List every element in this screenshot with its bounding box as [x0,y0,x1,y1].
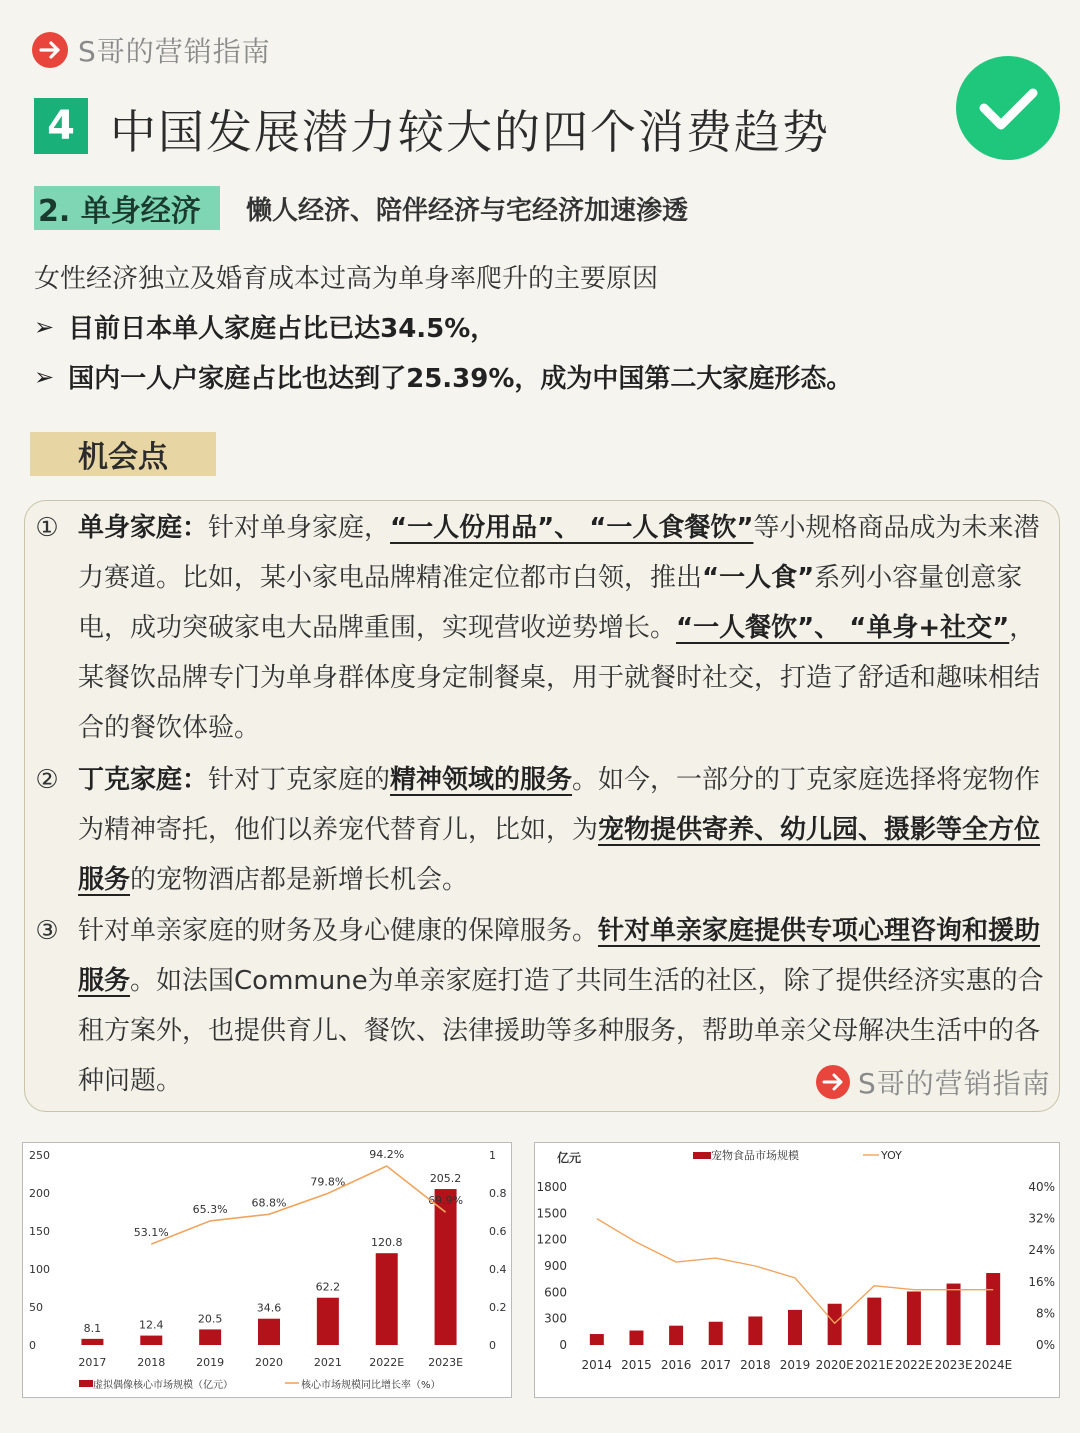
bar [81,1339,103,1345]
body-text: 针对单亲家庭的财务及身心健康的保障服务。 [78,916,599,946]
bar [317,1298,339,1345]
section-label: 2. 单身经济 [34,186,220,230]
legend-label: 虚拟偶像核心市场规模（亿元） [93,1380,233,1391]
bar [748,1316,762,1345]
body-text: 的宠物酒店都是新增长机会。 [130,865,469,895]
x-tick-label: 2022E [894,1358,933,1372]
x-tick-label: 2019 [196,1356,225,1369]
bar-value-label: 12.4 [139,1318,164,1332]
opportunity-label: 机会点 [30,432,216,476]
highlight-text: “一人食” [702,563,815,593]
y-right-tick-label: 0.4 [489,1263,507,1276]
y-right-tick-label: 16% [1028,1274,1055,1289]
line-value-label: 79.8% [310,1175,346,1189]
bar-value-label: 205.2 [429,1172,462,1186]
y-right-tick-label: 0 [489,1339,496,1352]
y-tick-label: 1500 [536,1206,567,1221]
x-tick-label: 2016 [660,1358,692,1372]
bar-value-label: 120.8 [370,1236,403,1250]
item-text [78,755,1056,905]
body-text: 针对丁克家庭的 [208,765,391,795]
bar-value-label: 8.1 [83,1321,102,1335]
opportunity-item-1 [30,503,1056,753]
highlight-text: 丁克家庭： [78,765,209,795]
bar [907,1291,921,1345]
brand-name: S哥的营销指南 [858,1067,1051,1100]
bar-value-label: 34.6 [256,1301,282,1315]
arrow-right-icon [32,32,68,68]
legend-label: 宠物食品市场规模 [711,1149,799,1162]
page-title: 中国发展潜力较大的四个消费趋势 [110,105,830,159]
y-right-tick-label: 1 [489,1149,496,1162]
x-tick-label: 2014 [581,1358,613,1372]
legend-label: 核心市场规模同比增长率（%） [301,1380,441,1391]
legend-bar-swatch [693,1152,711,1159]
item-index: ③ [35,916,59,946]
x-tick-label: 2018 [740,1358,771,1372]
line-value-label: 68.8% [251,1196,287,1210]
highlight-text: 单身家庭： [78,513,209,543]
bar [376,1253,398,1345]
checkmark-icon [956,56,1060,160]
chart-2-svg [535,1143,1059,1397]
x-tick-label: 2022E [369,1356,405,1369]
bar [947,1284,961,1345]
x-tick-label: 2019 [779,1358,811,1372]
intro-text: 女性经济独立及婚育成本过高为单身率爬升的主要原因 [34,264,659,294]
arrow-right-icon [816,1065,850,1099]
bar [867,1298,881,1345]
body-text: 等小规格商品成为未来潜力赛道。比如，某小家电品牌精准定位都市白领，推出 [78,513,1040,593]
item-index: ① [35,513,59,543]
bar [590,1334,604,1345]
body-text: 。如法国Commune为单亲家庭打造了共同生活的社区，除了提供经济实惠的合租方案外，也提供育儿、餐饮、法律援助等多种服务，帮助单亲父母解决生活中的各种问题。 [78,966,1044,1096]
bullet-item [34,358,852,395]
opportunity-item-2 [30,755,1056,905]
y-tick-label: 900 [544,1259,567,1273]
body-text: ，某餐饮品牌专门为单身群体度身定制餐桌，用于就餐时社交，打造了舒适和趣味相结合的餐饮体验。 [78,613,1041,743]
brand-header [32,30,271,70]
x-tick-label: 2020E [815,1358,854,1372]
bullet-arrow-icon: ➢ [34,312,55,341]
y-tick-label: 0 [29,1339,36,1352]
x-tick-label: 2023E [428,1356,464,1369]
bar [828,1304,842,1345]
y-tick-label: 250 [29,1149,50,1162]
x-tick-label: 2018 [137,1356,166,1369]
legend-bar-swatch [79,1380,93,1387]
bar-value-label: 20.5 [197,1312,223,1326]
y-right-tick-label: 0.6 [489,1225,507,1238]
y-right-tick-label: 8% [1035,1306,1055,1321]
y-right-tick-label: 40% [1028,1180,1055,1194]
y-right-tick-label: 0.2 [489,1301,507,1314]
bar [629,1331,643,1345]
x-tick-label: 2015 [621,1358,652,1372]
bar-value-label: 62.2 [315,1280,341,1294]
y-right-tick-label: 32% [1028,1211,1055,1226]
y-right-tick-label: 0.8 [489,1187,507,1200]
bullet-text: 目前日本单人家庭占比已达34.5%， [68,314,497,344]
y-right-tick-label: 0% [1035,1338,1055,1352]
y-right-tick-label: 24% [1028,1243,1055,1258]
bar [788,1310,802,1345]
section-subtitle: 懒人经济、陪伴经济与宅经济加速渗透 [246,196,689,226]
y-tick-label: 50 [29,1301,43,1314]
y-tick-label: 100 [29,1263,50,1276]
bullet-arrow-icon: ➢ [34,362,55,391]
y-tick-label: 1200 [536,1232,567,1247]
x-tick-label: 2017 [700,1358,732,1372]
bar [435,1189,457,1345]
bar [140,1336,162,1345]
bar [669,1326,683,1345]
virtual-idol-chart [22,1142,512,1398]
y-tick-label: 150 [29,1225,50,1238]
section-number-badge: 4 [34,98,88,154]
line-value-label: 69.9% [428,1194,464,1208]
y-tick-label: 600 [544,1285,567,1300]
highlight-text: 宠物提供寄养、幼儿园、摄影等全方位服务 [78,815,1041,895]
y-tick-label: 1800 [536,1180,567,1194]
x-tick-label: 2017 [78,1356,107,1369]
x-tick-label: 2020 [255,1356,283,1369]
highlight-text: “一人份用品”、 “一人食餐饮” [390,513,754,543]
brand-name: S哥的营销指南 [78,35,271,68]
highlight-text: 精神领域的服务 [390,765,573,795]
y-tick-label: 200 [29,1187,50,1200]
x-tick-label: 2023E [934,1358,973,1372]
x-tick-label: 2021E [855,1358,894,1372]
bullet-text: 国内一人户家庭占比也达到了25.39%，成为中国第二大家庭形态。 [68,364,853,394]
y-tick-label: 300 [544,1311,567,1326]
bullet-item [34,308,496,345]
line-value-label: 94.2% [369,1148,405,1162]
highlight-text: 针对单亲家庭提供专项心理咨询和援助服务 [78,916,1041,996]
body-text: 。如今，一部分的丁克家庭选择将宠物作为精神寄托，他们以养宠代替育儿，比如，为 [78,765,1041,845]
legend-label: YOY [881,1149,902,1162]
x-tick-label: 2021 [313,1356,342,1369]
brand-watermark [816,1062,1051,1102]
item-text [78,503,1056,753]
body-text: 针对单身家庭， [208,513,391,543]
body-text: 系列小容量创意家电，成功突破家电大品牌重围，实现营收逆势增长。 [78,563,1023,643]
chart-1-svg [23,1143,511,1397]
y-tick-label: 0 [559,1338,567,1352]
item-index: ② [35,765,59,795]
y-axis-unit: 亿元 [557,1151,582,1165]
highlight-text: “一人餐饮”、 “单身+社交” [676,613,1010,643]
bar [199,1329,221,1345]
line-value-label: 53.1% [133,1226,169,1240]
x-tick-label: 2024E [974,1358,1013,1372]
yoy-line [597,1219,993,1324]
bar [986,1273,1000,1345]
pet-food-chart [534,1142,1060,1398]
bar [258,1319,280,1345]
bar [709,1322,723,1345]
line-value-label: 65.3% [192,1202,228,1216]
